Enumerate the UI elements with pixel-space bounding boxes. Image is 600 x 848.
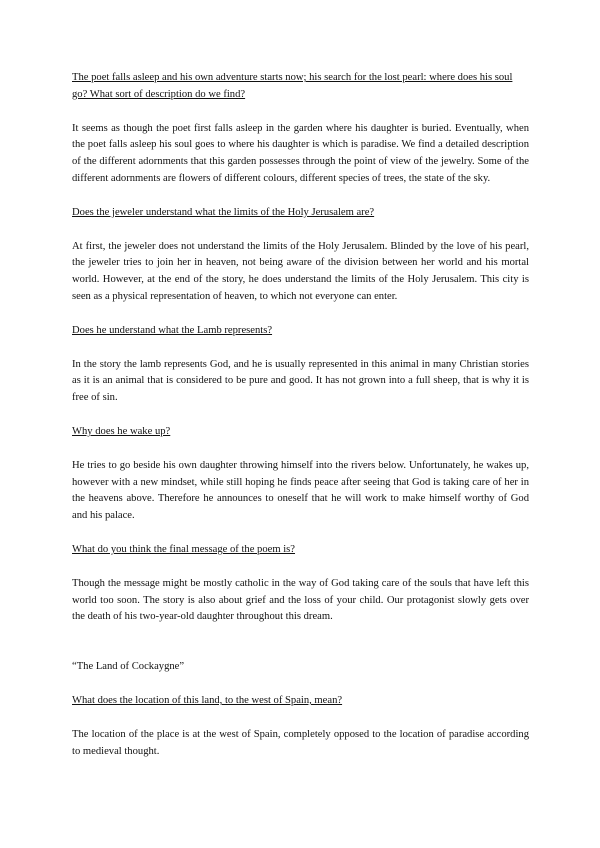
- answer-6: The location of the place is at the west of Spain, completely opposed to the location of paradise according to medieval thought.: [72, 728, 529, 757]
- answer-3: In the story the lamb represents God, and he is usually represented in this animal in many Christian stories as it is an animal that is considered to be pure and good. It has not grown into a full sheep, that is why it is free of sin.: [72, 358, 529, 404]
- question-1: The poet falls asleep and his own adventure starts now; his search for the lost pearl: where does his soul go? What sort of description do we find?: [72, 72, 513, 100]
- answer-1: It seems as though the poet first falls asleep in the garden where his daughter is buried. Eventually, when the poet falls asleep his soul goes to where his daughter is which is paradise. We find a detailed description of the different adornments that this garden possesses through the point of view of the jewelry. Some of the different adornments are flowers of different colours, different species of trees, the state of the sky.: [72, 122, 529, 184]
- document-page: [72, 70, 529, 777]
- answer-2: At first, the jeweler does not understand the limits of the Holy Jerusalem. Blinded by the love of his pearl, the jeweler tries to join her in heaven, not being aware of the division between her world and his mortal world. However, at the end of the story, he does understand the limits of the Holy Jerusalem. This city is seen as a physical representation of heaven, to which not everyone can enter.: [72, 240, 529, 302]
- question-4: Why does he wake up?: [72, 425, 171, 437]
- question-5: What do you think the final message of the poem is?: [72, 543, 296, 555]
- poem-title: “The Land of Cockaygne”: [72, 661, 185, 673]
- answer-5: Though the message might be mostly catholic in the way of God taking care of the souls that have left this world too soon. The story is also about grief and the loss of your child. Our protagonist slowly gets over the death of his two-year-old daughter throughout this dream.: [72, 577, 529, 623]
- question-6: What does the location of this land, to the west of Spain, mean?: [72, 694, 343, 706]
- answer-4: He tries to go beside his own daughter throwing himself into the rivers below. Unfortunately, he wakes up, however with a new mindset, while still hoping he finds peace after seeing that God is taking care of her in the heavens above. Therefore he announces to oneself that he will work to make himself worthy of God and his palace.: [72, 459, 529, 522]
- spacer: [72, 643, 529, 659]
- question-3: Does he understand what the Lamb represents?: [72, 324, 273, 336]
- question-2: Does the jeweler understand what the limits of the Holy Jerusalem are?: [72, 206, 375, 218]
